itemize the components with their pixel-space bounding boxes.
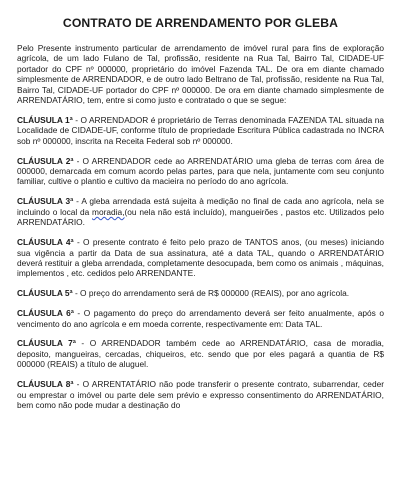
clause-label: CLÁUSULA 8ª <box>17 379 74 390</box>
clause-label: CLÁUSULA 1ª <box>17 114 73 125</box>
clause-4 <box>17 237 384 279</box>
clause-text: - O presente contrato é feito pelo prazo de TANTOS anos, (ou meses) iniciando sua vigência a partir da Data de sua assinatura, até a data TAL, quando o ARRENDATÁRIO deverá restituir a gleba arrendada, completamente desocupada, bem como os animais , máquinas, implementos , etc. cedidos pelo ARRENDANTE. <box>17 237 384 279</box>
clause-text: - O preço do arrendamento será de R$ 000000 (REAIS), por ano agrícola. <box>72 288 350 299</box>
clause-1 <box>17 115 384 146</box>
intro-paragraph: Pelo Presente instrumento particular de arrendamento de imóvel rural para fins de exploração agrícola, de um lado Fulano de Tal, profissão, residente na Rua Tal, Bairro Tal, CIDADE-UF portador do CPF nº 000000, proprietário do imóvel Fazenda TAL. De ora em diante chamado simplesmente de ARRENDADOR, e de outro lado Beltrano de Tal, profissão, residente na Rua Tal, Bairro Tal, CIDADE-UF portador do CPF nº 000000. De ora em diante chamado simplesmente de ARRENDATÁRIO, tem, entre si como justo e contratado o que se segue: <box>17 43 384 106</box>
clause-text: - O ARRENDADOR é proprietário de Terras denominada FAZENDA TAL situada na Localidade de CIDADE-UF, conforme título de propriedade Escritura Pública cadastrada no INCRA sob nº 000000, inscrita na Receita Federal sob nº 000000. <box>17 114 385 146</box>
clause-text: (ou nela não está incluído), mangueirões , pastos etc. Utilizados pelo ARRENDATÁRIO. <box>17 206 384 228</box>
spellcheck-marked-word: moradia, <box>92 206 125 217</box>
clause-8 <box>17 379 384 410</box>
clause-label: CLÁUSULA 4ª <box>17 237 74 248</box>
clause-label: CLÁUSULA 5ª <box>17 288 73 299</box>
clause-text: - O pagamento do preço do arrendamento deverá ser feito anualmente, após o vencimento do ano agrícola e em moeda corrente, respectivamente em: Data TAL. <box>17 308 384 329</box>
clause-label: CLÁUSULA 3ª <box>17 196 74 207</box>
clause-5 <box>17 288 384 298</box>
clause-7 <box>17 338 384 369</box>
clause-6 <box>17 308 384 329</box>
clause-text: - O ARRENDADOR cede ao ARRENDATÁRIO uma gleba de terras com área de 000000, demarcada em comum acordo pelas partes, para que nela, juntamente com seu conjunto familiar, cultive o plantio e cultivo da macieira no período do ano agrícola. <box>17 155 385 187</box>
clause-text: - O ARRENDADOR também cede ao ARRENDATÁRIO, casa de moradia, deposito, mangueiras, cercadas, chiqueiros, etc. sendo que por eles pagará a quantia de R$ 000000 (REAIS) a título de aluguel. <box>17 338 385 370</box>
clause-2 <box>17 156 384 187</box>
document-title: CONTRATO DE ARRENDAMENTO POR GLEBA <box>62 16 339 30</box>
clause-label: CLÁUSULA 2ª <box>17 155 74 166</box>
clause-label: CLÁUSULA 6ª <box>17 308 74 319</box>
clause-label: CLÁUSULA 7ª <box>17 338 76 349</box>
clause-text: - A gleba arrendada está sujeita à medição no final de cada ano agrícola, nela se incluindo o local da <box>17 196 385 217</box>
clause-text: - O ARRENTATÁRIO não pode transferir o presente contrato, subarrendar, ceder ou emprestar o imóvel ou parte dele sem prévio e expresso consentimento do ARRENDATÁRIO, bem como não pode mudar a destinação do <box>17 379 384 410</box>
clause-3 <box>17 196 384 227</box>
